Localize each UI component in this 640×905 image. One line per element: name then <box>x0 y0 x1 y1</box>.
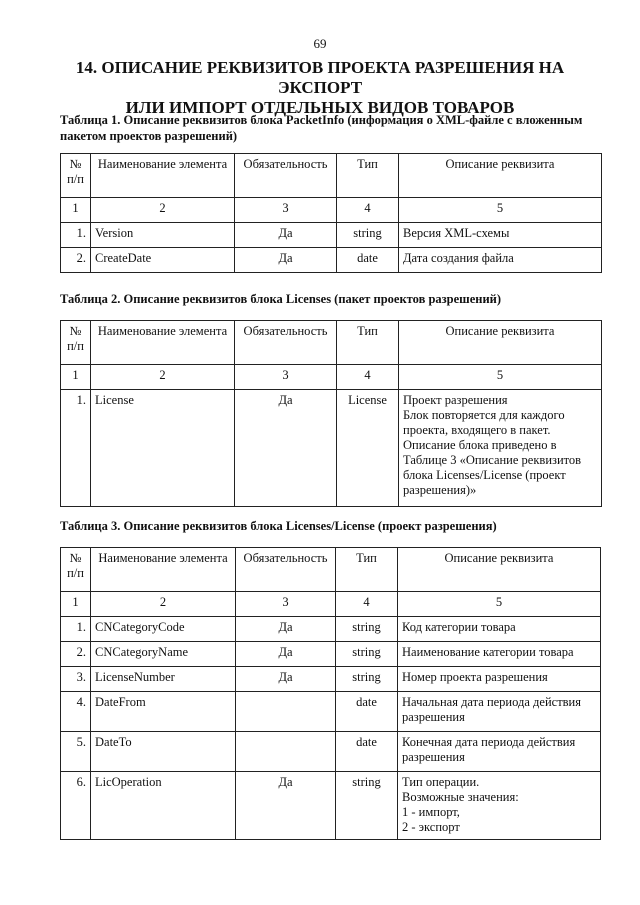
column-number: 5 <box>399 365 602 390</box>
table-header-row <box>61 154 602 198</box>
column-numbers-row <box>61 592 601 617</box>
column-number: 4 <box>336 592 398 617</box>
table-row <box>61 390 602 507</box>
table-row <box>61 772 601 840</box>
type-value: License <box>337 390 399 507</box>
header-type: Тип <box>337 321 399 365</box>
type-value: string <box>336 642 398 667</box>
column-numbers-row <box>61 198 602 223</box>
required-value: Да <box>235 390 337 507</box>
element-name: CNCategoryCode <box>91 617 236 642</box>
element-name: DateFrom <box>91 692 236 732</box>
header-element-name: Наименование элемента <box>91 154 235 198</box>
table-row <box>61 732 601 772</box>
header-number: № п/п <box>61 154 91 198</box>
row-number: 2. <box>61 642 91 667</box>
table-row <box>61 223 602 248</box>
table2 <box>60 320 602 507</box>
description-line: 2 - экспорт <box>402 820 460 834</box>
header-number: № п/п <box>61 548 91 592</box>
type-value: string <box>337 223 399 248</box>
description-line: Описание блока приведено в Таблице 3 «Описание реквизитов блока Licenses/License (проект разрешения)» <box>403 438 582 497</box>
type-value: date <box>336 692 398 732</box>
table-row <box>61 692 601 732</box>
header-number: № п/п <box>61 321 91 365</box>
table3-caption: Таблица 3. Описание реквизитов блока Licenses/License (проект разрешения) <box>60 519 497 533</box>
row-number: 3. <box>61 667 91 692</box>
table-header-row <box>61 548 601 592</box>
description: Версия XML-схемы <box>399 223 602 248</box>
column-numbers-row <box>61 365 602 390</box>
element-name: CreateDate <box>91 248 235 273</box>
column-number: 2 <box>91 365 235 390</box>
column-number: 5 <box>398 592 601 617</box>
table-header-row <box>61 321 602 365</box>
description <box>399 390 602 507</box>
element-name: LicenseNumber <box>91 667 236 692</box>
description: Начальная дата периода действия разрешения <box>398 692 601 732</box>
column-number: 1 <box>61 198 91 223</box>
column-number: 1 <box>61 592 91 617</box>
page-number: 69 <box>313 36 327 51</box>
table3 <box>60 547 601 840</box>
column-number: 2 <box>91 198 235 223</box>
header-description: Описание реквизита <box>398 548 601 592</box>
type-value: date <box>337 248 399 273</box>
page-title <box>40 58 600 118</box>
header-type: Тип <box>336 548 398 592</box>
description-line: Возможные значения: <box>402 790 519 804</box>
description: Конечная дата периода действия разрешения <box>398 732 601 772</box>
column-number: 4 <box>337 365 399 390</box>
type-value: string <box>336 667 398 692</box>
table-row <box>61 642 601 667</box>
description: Дата создания файла <box>399 248 602 273</box>
table1-caption-line1: Таблица 1. Описание реквизитов блока PacketInfo (информация о XML-файле с вложенным <box>60 113 583 127</box>
required-value: Да <box>236 667 336 692</box>
row-number: 1. <box>61 390 91 507</box>
element-name: DateTo <box>91 732 236 772</box>
column-number: 5 <box>399 198 602 223</box>
description-line: Тип операции. <box>402 775 480 789</box>
column-number: 3 <box>235 198 337 223</box>
header-description: Описание реквизита <box>399 154 602 198</box>
description: Номер проекта разрешения <box>398 667 601 692</box>
page-title-line1: 14. ОПИСАНИЕ РЕКВИЗИТОВ ПРОЕКТА РАЗРЕШЕНИЯ НА ЭКСПОРТ <box>75 58 565 97</box>
type-value: string <box>336 772 398 840</box>
element-name: Version <box>91 223 235 248</box>
table2-caption: Таблица 2. Описание реквизитов блока Licenses (пакет проектов разрешений) <box>60 292 502 306</box>
element-name: License <box>91 390 235 507</box>
header-type: Тип <box>337 154 399 198</box>
table1-caption-line2: пакетом проектов разрешений) <box>60 129 238 143</box>
table-row <box>61 248 602 273</box>
table-row <box>61 667 601 692</box>
column-number: 2 <box>91 592 236 617</box>
header-element-name: Наименование элемента <box>91 548 236 592</box>
page-title-line2: ИЛИ ИМПОРТ ОТДЕЛЬНЫХ ВИДОВ ТОВАРОВ <box>125 98 515 117</box>
required-value <box>236 732 336 772</box>
row-number: 1. <box>61 617 91 642</box>
required-value <box>236 692 336 732</box>
element-name: LicOperation <box>91 772 236 840</box>
row-number: 6. <box>61 772 91 840</box>
header-required: Обязательность <box>235 154 337 198</box>
column-number: 4 <box>337 198 399 223</box>
header-required: Обязательность <box>235 321 337 365</box>
row-number: 4. <box>61 692 91 732</box>
row-number: 1. <box>61 223 91 248</box>
required-value: Да <box>235 223 337 248</box>
column-number: 3 <box>236 592 336 617</box>
description-line: Проект разрешения <box>403 393 508 407</box>
table1-caption <box>60 112 620 144</box>
description: Код категории товара <box>398 617 601 642</box>
column-number: 1 <box>61 365 91 390</box>
header-element-name: Наименование элемента <box>91 321 235 365</box>
type-value: string <box>336 617 398 642</box>
description: Наименование категории товара <box>398 642 601 667</box>
required-value: Да <box>236 617 336 642</box>
description-line: Блок повторяется для каждого проекта, входящего в пакет. <box>403 408 565 437</box>
required-value: Да <box>236 772 336 840</box>
column-number: 3 <box>235 365 337 390</box>
required-value: Да <box>235 248 337 273</box>
element-name: CNCategoryName <box>91 642 236 667</box>
description <box>398 772 601 840</box>
header-required: Обязательность <box>236 548 336 592</box>
required-value: Да <box>236 642 336 667</box>
row-number: 2. <box>61 248 91 273</box>
header-description: Описание реквизита <box>399 321 602 365</box>
table-row <box>61 617 601 642</box>
type-value: date <box>336 732 398 772</box>
row-number: 5. <box>61 732 91 772</box>
table1 <box>60 153 602 273</box>
description-line: 1 - импорт, <box>402 805 460 819</box>
